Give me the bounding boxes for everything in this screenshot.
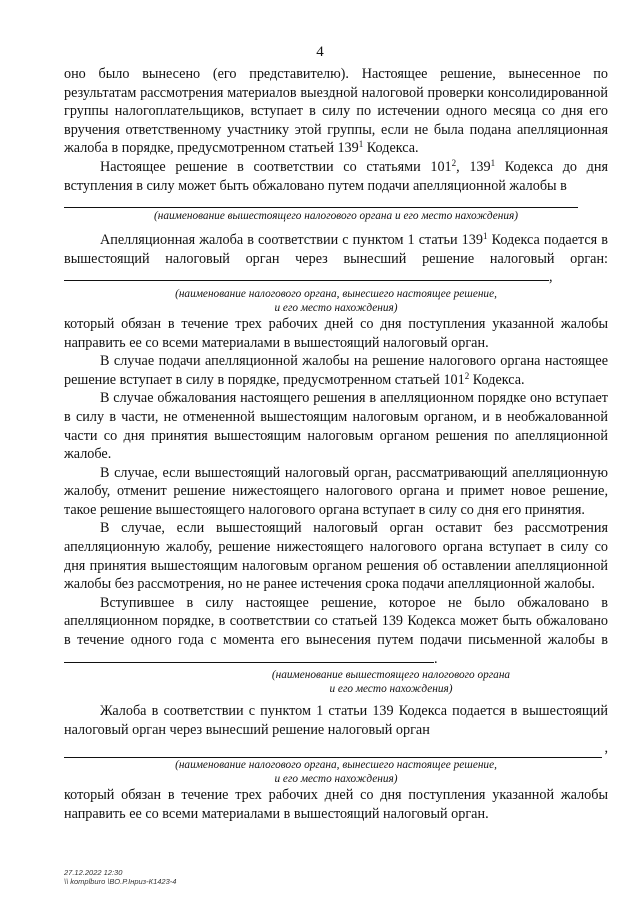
paragraph-new-decision: В случае, если вышестоящий налоговый орган, рассматривающий апелляционную жалобу, отменит решение нижестоящего налогового органа и примет новое решение, такое решение вышестоящего налогового органа вступает в силу со дня его принятия. [64,464,608,518]
paragraph-without-consideration: В случае, если вышестоящий налоговый орган оставит без рассмотрения апелляционную жалобу, решение нижестоящего налогового органа вступает в силу со дня принятия вышестоящим налоговым органом решения об оставлении апелляционной жалобы без рассмотрения, но не ранее истечения срока подачи апелляционной жалобы. [64,520,608,593]
blank-line-row: , [64,739,608,758]
paragraph-complaint-submission: Жалоба в соответствии с пунктом 1 статьи 139 Кодекса подается в вышестоящий налоговый орган через вынесший решение налоговый орган [64,703,608,738]
blank-line-higher-authority-2 [64,650,434,663]
paragraph-one-year-appeal: Вступившее в силу настоящее решение, которое не было обжаловано в апелляционном порядке, в соответствии со статьей 139 Кодекса может быть обжаловано в течение одного года с момента его вынесения путем подачи письменной жалобы в . [64,594,608,667]
paragraph-appeal-submission: Апелляционная жалоба в соответствии с пунктом 1 статьи $139^1$ Кодекса подается в вышестоящий налоговый орган через вынесший решение налоговый орган: , [64,231,608,286]
paragraph-appeal-right: Настоящее решение в соответствии со статьями $101^2$, $139^1$ Кодекса до дня вступления в силу может быть обжаловано путем подачи апелляционной жалобы в [64,157,608,194]
paragraph-appeal-filed: В случае подачи апелляционной жалобы на решение налогового органа настоящее решение вступает в силу в порядке, предусмотренном статьей $101^2$ Кодекса. [64,353,608,388]
paragraph-partial-force: В случае обжалования настоящего решения в апелляционном порядке оно вступает в силу в части, не отмененной вышестоящим налоговым органом, и в необжалованной части со дня принятия вышестоящим налоговым органом решения по апелляционной жалобе. [64,390,608,463]
blank-line-issuing-authority [64,268,549,281]
hint-issuing-authority: (наименование налогового органа, вынесшего настоящее решение, и его место нахождения) [175,287,497,314]
hint-higher-authority: (наименование вышестоящего налогового органа и его место нахождения) [153,210,519,223]
blank-line-higher-authority [64,195,578,208]
document-body [64,65,608,823]
blank-line-issuing-authority-2 [64,745,602,758]
paragraph-forwarding-obligation: который обязан в течение трех рабочих дней со дня поступления указанной жалобы направить ее со всеми материалами в вышестоящий налоговый орган. [64,315,608,351]
hint-higher-authority-2: (наименование вышестоящего налогового органа и его место нахождения) [271,669,511,696]
footer-stamp: 27.12.2022 12:30 \\ komplburo \ВО.Р.Інриз-К1423-4 [64,868,177,886]
page-number: 4 [316,44,324,60]
paragraph-forwarding-obligation-2: который обязан в течение трех рабочих дней со дня поступления указанной жалобы направить ее со всеми материалами в вышестоящий налоговый орган. [64,787,608,822]
paragraph-entry-into-force: оно было вынесено (его представителю). Настоящее решение, вынесенное по результатам рассмотрения материалов выездной налоговой проверки консолидированной группы налогоплательщиков, вступает в силу по истечении одного месяца со дня его вручения ответственному участнику этой группы, если не была подана апелляционная жалоба в порядке, предусмотренном статьей $139^1$ Кодекса. [64,66,608,157]
hint-issuing-authority-2: (наименование налогового органа, вынесшего настоящее решение, и его место нахождения) [175,759,497,785]
